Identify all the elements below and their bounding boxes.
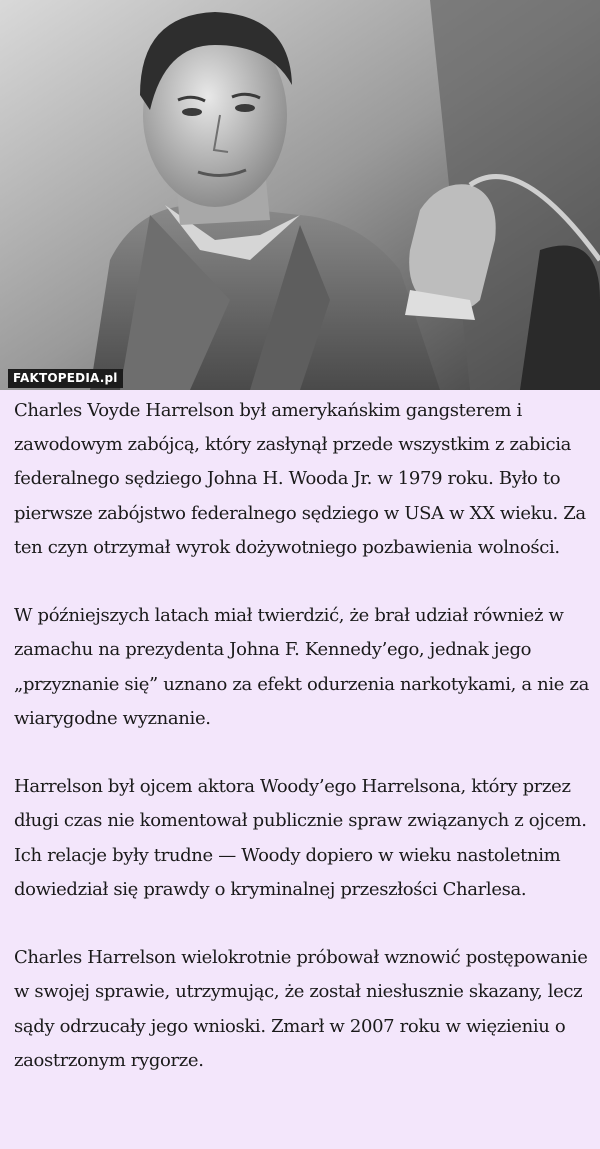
- caption-paragraph: Charles Voyde Harrelson był amerykańskim gangsterem i zawodowym zabójcą, który zasłynął przede wszystkim z zabicia federalnego sędziego Johna H. Wooda Jr. w 1979 roku. Było to pierwsze zabójstwo federalnego sędziego w USA w XX wieku. Za ten czyn otrzymał wyrok dożywotniego pozbawienia wolności.: [14, 400, 586, 558]
- caption-paragraph: Harrelson był ojcem aktora Woody’ego Harrelsona, który przez długi czas nie komentował publicznie spraw związanych z ojcem. Ich relacje były trudne — Woody dopiero w wieku nastoletnim dowiedział się prawdy o kryminalnej przeszłości Charlesa.: [14, 776, 587, 900]
- photo: [0, 0, 600, 390]
- caption-text: [0, 390, 600, 1078]
- caption-paragraph: W późniejszych latach miał twierdzić, że brał udział również w zamachu na prezydenta Johna F. Kennedy’ego, jednak jego „przyznanie się” uznano za efekt odurzenia narkotykami, a nie za wiarygodne wyznanie.: [14, 605, 589, 729]
- man-portrait-illustration: [0, 0, 600, 390]
- caption-paragraph: Charles Harrelson wielokrotnie próbował wznowić postępowanie w swojej sprawie, utrzymując, że został niesłusznie skazany, lecz sądy odrzucały jego wnioski. Zmarł w 2007 roku w więzieniu o zaostrzonym rygorze.: [14, 947, 588, 1071]
- watermark-logo: FAKTOPEDIA.pl: [8, 369, 123, 388]
